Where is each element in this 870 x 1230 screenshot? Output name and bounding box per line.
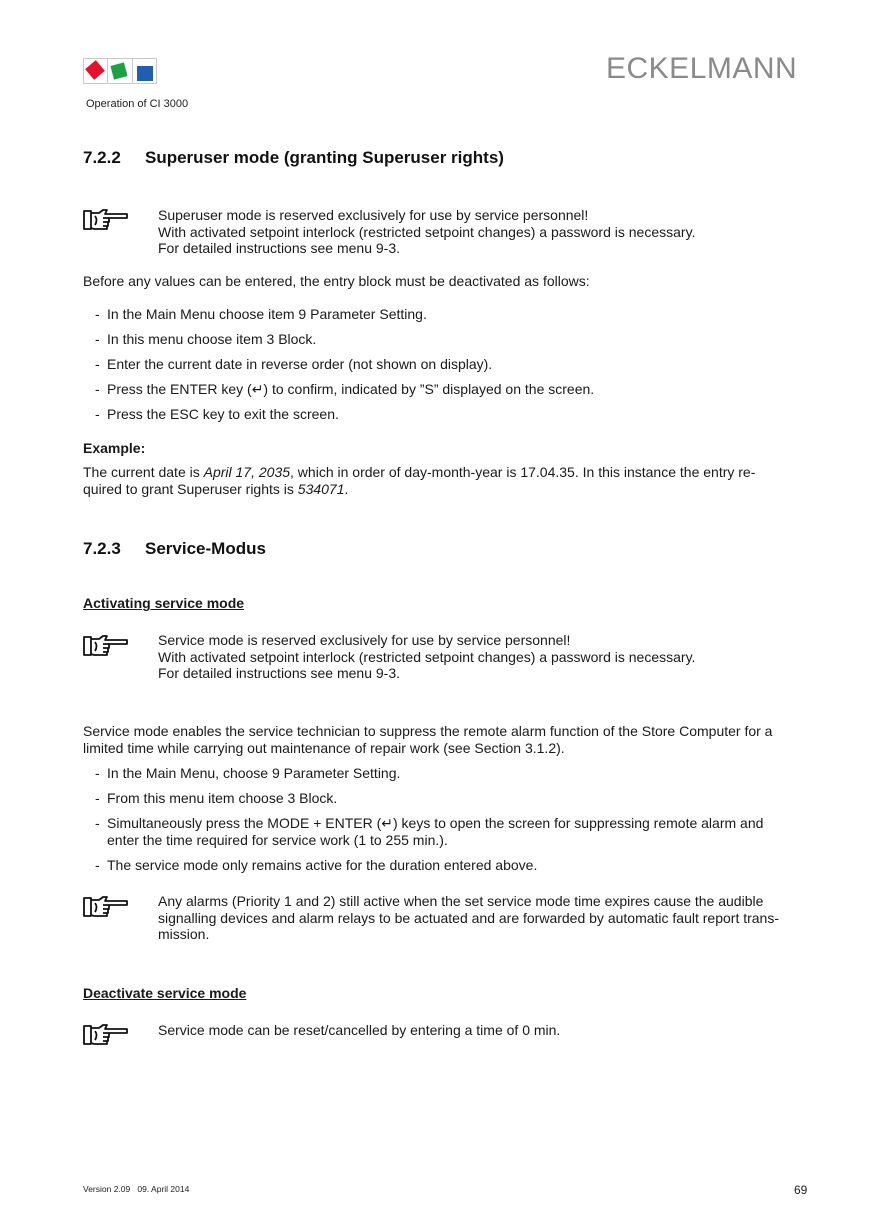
list-item: - Simultaneously press the MODE + ENTER (↵) keys to open the screen for suppressing remote alarm and	[95, 815, 815, 832]
section-number: 7.2.2	[83, 148, 121, 167]
eckelmann-logo	[83, 58, 157, 84]
alarm-note	[158, 893, 818, 943]
list-item: - Press the ENTER key (↵) to confirm, indicated by ”S” displayed on the screen.	[95, 381, 815, 398]
footer-version: Version 2.09 09. April 2014	[83, 1184, 190, 1194]
document-subtitle: Operation of CI 3000	[86, 98, 189, 110]
service-mode-paragraph: Service mode enables the service technician to suppress the remote alarm function of the Store Computer for a limited time while carrying out maintenance of repair work (see Section 3.1.2).	[83, 723, 773, 756]
list-item: - The service mode only remains active for the duration entered above.	[95, 857, 815, 874]
page-number: 69	[794, 1183, 808, 1197]
section-title: Service-Modus	[145, 539, 266, 558]
list-item-continuation: enter the time required for service work (1 to 255 min.).	[107, 832, 448, 848]
list-item: - In this menu choose item 3 Block.	[95, 331, 815, 348]
intro-paragraph: Before any values can be entered, the entry block must be deactivated as follows:	[83, 273, 590, 289]
note-line: Service mode can be reset/cancelled by entering a time of 0 min.	[158, 1022, 561, 1038]
note-line: mission.	[158, 926, 210, 942]
example-paragraph: The current date is April 17, 2035, which in order of day-month-year is 17.04.35. In this instance the entry re- quired to grant Superuser rights is 534071.	[83, 464, 756, 497]
reset-note	[158, 1022, 560, 1039]
deactivate-service-mode-heading: Deactivate service mode	[83, 985, 247, 1001]
pointing-hand-icon	[83, 1023, 129, 1047]
note-line: Service mode is reserved exclusively for use by service personnel!	[158, 632, 571, 648]
activating-service-mode-heading: Activating service mode	[83, 595, 245, 611]
service-steps-list	[95, 765, 815, 874]
section-heading-7-2-3	[83, 539, 266, 559]
list-item: - Enter the current date in reverse order (not shown on display).	[95, 356, 815, 373]
brand-name: ECKELMANN	[606, 52, 798, 85]
list-item: - In the Main Menu, choose 9 Parameter Setting.	[95, 765, 815, 782]
note-line: signalling devices and alarm relays to be actuated and are forwarded by automatic fault report trans-	[158, 909, 780, 926]
note-line: Any alarms (Priority 1 and 2) still active when the set service mode time expires cause the audible	[158, 893, 764, 909]
note-line: For detailed instructions see menu 9-3.	[158, 240, 401, 256]
list-item: - Press the ESC key to exit the screen.	[95, 406, 815, 423]
section-heading-7-2-2	[83, 148, 504, 168]
section-title: Superuser mode (granting Superuser rights)	[145, 148, 504, 167]
note-line: Superuser mode is reserved exclusively for use by service personnel!	[158, 207, 589, 223]
note-line: With activated setpoint interlock (restricted setpoint changes) a password is necessary.	[158, 223, 696, 240]
example-code: 534071	[297, 481, 345, 497]
section-number: 7.2.3	[83, 539, 121, 558]
list-item: - In the Main Menu choose item 9 Parameter Setting.	[95, 306, 815, 323]
superuser-note	[158, 207, 695, 257]
pointing-hand-icon	[83, 208, 129, 232]
pointing-hand-icon	[83, 895, 129, 919]
superuser-steps-list	[95, 306, 815, 423]
note-line: With activated setpoint interlock (restricted setpoint changes) a password is necessary.	[158, 648, 696, 665]
pointing-hand-icon	[83, 634, 129, 658]
example-label: Example:	[83, 440, 146, 456]
service-mode-note	[158, 632, 695, 682]
note-line: For detailed instructions see menu 9-3.	[158, 665, 401, 681]
example-date: April 17, 2035	[203, 464, 291, 480]
list-item: - From this menu item choose 3 Block.	[95, 790, 815, 807]
